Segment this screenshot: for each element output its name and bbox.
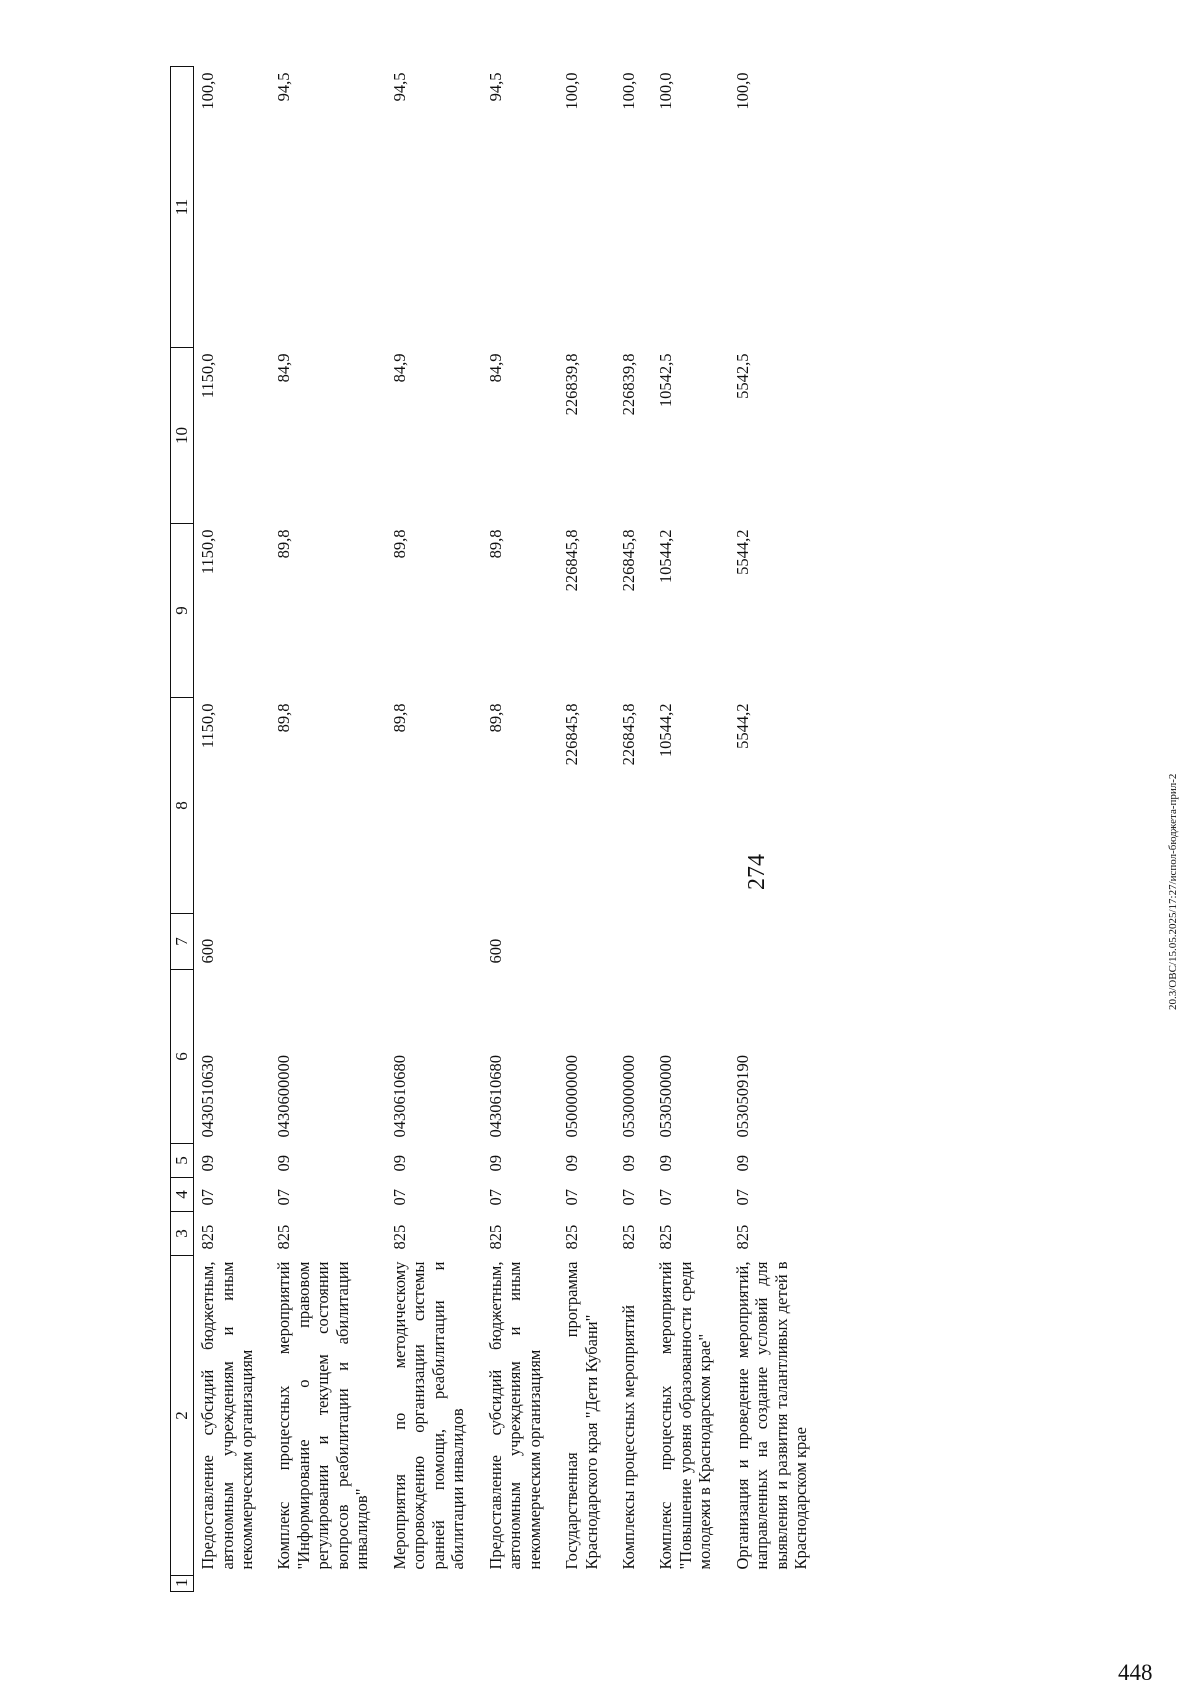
row-cell-8: 89,8 — [389, 703, 409, 733]
row-cell-8: 10544,2 — [656, 703, 676, 758]
row-number-cell — [482, 1576, 558, 1592]
table-row — [482, 67, 558, 1592]
table-row — [270, 67, 385, 1592]
row-cell-9: 89,8 — [485, 529, 505, 559]
row-cell-9: 89,8 — [274, 529, 294, 559]
header-col-6: 6 — [171, 970, 194, 1144]
row-cell-11: 94,5 — [389, 72, 409, 102]
header-col-1: 1 — [171, 1576, 194, 1592]
row-number-cell — [615, 1576, 652, 1592]
row-name-cell: Комплекс процессных мероприятий "Информирование о правовом регулировании и текущем состоянии вопросов реабилитации и абилитации инвалидов" — [274, 1261, 372, 1570]
row-cell-3: 825 — [732, 1224, 752, 1250]
row-cell-9: 226845,8 — [619, 529, 639, 592]
row-cell-7: 600 — [485, 938, 505, 964]
header-col-9: 9 — [171, 524, 194, 698]
row-cell-3: 825 — [485, 1224, 505, 1250]
row-cell-3: 825 — [389, 1224, 409, 1250]
header-col-4: 4 — [171, 1178, 194, 1212]
row-cell-6: 0530000000 — [619, 1055, 639, 1138]
table-row — [386, 67, 482, 1592]
row-cell-11: 100,0 — [656, 72, 676, 110]
row-cell-11: 100,0 — [562, 72, 582, 110]
row-cell-8: 1150,0 — [198, 703, 218, 749]
row-cell-10: 84,9 — [389, 353, 409, 383]
row-cell-11: 100,0 — [619, 72, 639, 110]
row-name-cell: Предоставление субсидий бюджетным, автономным учреждениям и иным некоммерческим организациям — [198, 1261, 256, 1570]
header-col-11: 11 — [171, 67, 194, 348]
header-col-3: 3 — [171, 1212, 194, 1256]
header-row — [171, 67, 194, 1592]
row-cell-9: 10544,2 — [656, 529, 676, 584]
row-number-cell — [270, 1576, 385, 1592]
row-cell-4: 07 — [619, 1189, 639, 1206]
row-cell-9: 89,8 — [389, 529, 409, 559]
row-cell-7 — [558, 914, 615, 970]
row-cell-6: 0430610680 — [485, 1055, 505, 1138]
table-row — [194, 67, 271, 1592]
header-col-10: 10 — [171, 348, 194, 524]
row-cell-5: 09 — [274, 1155, 294, 1172]
row-cell-7 — [270, 914, 385, 970]
row-cell-10: 84,9 — [485, 353, 505, 383]
row-cell-10: 10542,5 — [656, 353, 676, 408]
row-name-cell: Организация и проведение мероприятий, направленных на создание условий для выявления и развития талантливых детей в Краснодарском крае — [732, 1261, 811, 1570]
row-cell-3: 825 — [274, 1224, 294, 1250]
header-col-2: 2 — [171, 1256, 194, 1576]
row-cell-4: 07 — [656, 1189, 676, 1206]
rotated-table-container — [170, 67, 1090, 1592]
row-cell-3: 825 — [198, 1224, 218, 1250]
row-cell-4: 07 — [562, 1189, 582, 1206]
row-cell-8: 89,8 — [485, 703, 505, 733]
row-cell-11: 94,5 — [274, 72, 294, 102]
row-cell-6: 0430600000 — [274, 1055, 294, 1138]
table-row — [652, 67, 728, 1592]
row-cell-4: 07 — [732, 1189, 752, 1206]
row-cell-5: 09 — [485, 1155, 505, 1172]
row-number-cell — [652, 1576, 728, 1592]
row-cell-7 — [386, 914, 482, 970]
row-cell-5: 09 — [656, 1155, 676, 1172]
row-cell-5: 09 — [562, 1155, 582, 1172]
row-cell-6: 0530509190 — [732, 1055, 752, 1138]
row-number-cell — [729, 1576, 825, 1592]
row-name-cell: Мероприятия по методическому сопровождению организации системы ранней помощи, реабилитации и абилитации инвалидов — [389, 1261, 468, 1570]
row-name-cell: Предоставление субсидий бюджетным, автономным учреждениям и иным некоммерческим организациям — [485, 1261, 544, 1570]
row-cell-11: 100,0 — [198, 72, 218, 110]
row-cell-4: 07 — [485, 1189, 505, 1206]
row-cell-7 — [615, 914, 652, 970]
row-cell-8: 5544,2 — [732, 703, 752, 749]
row-cell-9: 5544,2 — [732, 529, 752, 575]
row-cell-4: 07 — [198, 1189, 218, 1206]
row-cell-3: 825 — [619, 1224, 639, 1250]
row-cell-5: 09 — [198, 1155, 218, 1172]
file-stamp: 20.3/ОВС/15.05.2025/17:27/испол-бюджета-прил-2 — [1167, 773, 1179, 1010]
row-cell-3: 825 — [562, 1224, 582, 1250]
row-cell-11: 94,5 — [485, 72, 505, 102]
row-cell-5: 09 — [732, 1155, 752, 1172]
page-number-top: 274 — [744, 854, 770, 890]
table-body — [171, 67, 825, 1592]
header-col-8: 8 — [171, 698, 194, 914]
row-cell-7 — [652, 914, 728, 970]
budget-table — [170, 66, 825, 1592]
row-cell-10: 226839,8 — [562, 353, 582, 416]
row-name-cell: Государственная программа Краснодарского края "Дети Кубани" — [562, 1261, 601, 1570]
page-number-bottom: 448 — [1118, 1660, 1153, 1685]
row-cell-11: 100,0 — [732, 72, 752, 110]
table-row — [729, 67, 825, 1592]
row-cell-6: 0500000000 — [562, 1055, 582, 1138]
row-number-cell — [558, 1576, 615, 1592]
row-cell-3: 825 — [656, 1224, 676, 1250]
row-cell-10: 5542,5 — [732, 353, 752, 399]
row-cell-10: 1150,0 — [198, 353, 218, 399]
row-cell-6: 0530500000 — [656, 1055, 676, 1138]
row-cell-7: 600 — [198, 938, 218, 964]
table-row — [558, 67, 615, 1592]
row-cell-6: 0430510630 — [198, 1055, 218, 1138]
row-cell-8: 89,8 — [274, 703, 294, 733]
row-cell-10: 84,9 — [274, 353, 294, 383]
row-cell-4: 07 — [274, 1189, 294, 1206]
row-cell-4: 07 — [389, 1189, 409, 1206]
row-cell-7 — [729, 914, 825, 970]
row-number-cell — [386, 1576, 482, 1592]
row-cell-8: 226845,8 — [619, 703, 639, 766]
header-col-7: 7 — [171, 914, 194, 970]
row-cell-5: 09 — [619, 1155, 639, 1172]
row-name-cell: Комплекс процессных мероприятий "Повышение уровня образованности среди молодежи в Краснодарском крае" — [656, 1261, 715, 1570]
row-name-cell: Комплексы процессных мероприятий — [619, 1304, 639, 1570]
header-col-5: 5 — [171, 1144, 194, 1178]
row-cell-10: 226839,8 — [619, 353, 639, 416]
row-cell-9: 1150,0 — [198, 529, 218, 575]
row-cell-8: 226845,8 — [562, 703, 582, 766]
row-cell-5: 09 — [389, 1155, 409, 1172]
row-cell-9: 226845,8 — [562, 529, 582, 592]
row-cell-6: 0430610680 — [389, 1055, 409, 1138]
table-row — [615, 67, 652, 1592]
row-number-cell — [194, 1576, 271, 1592]
